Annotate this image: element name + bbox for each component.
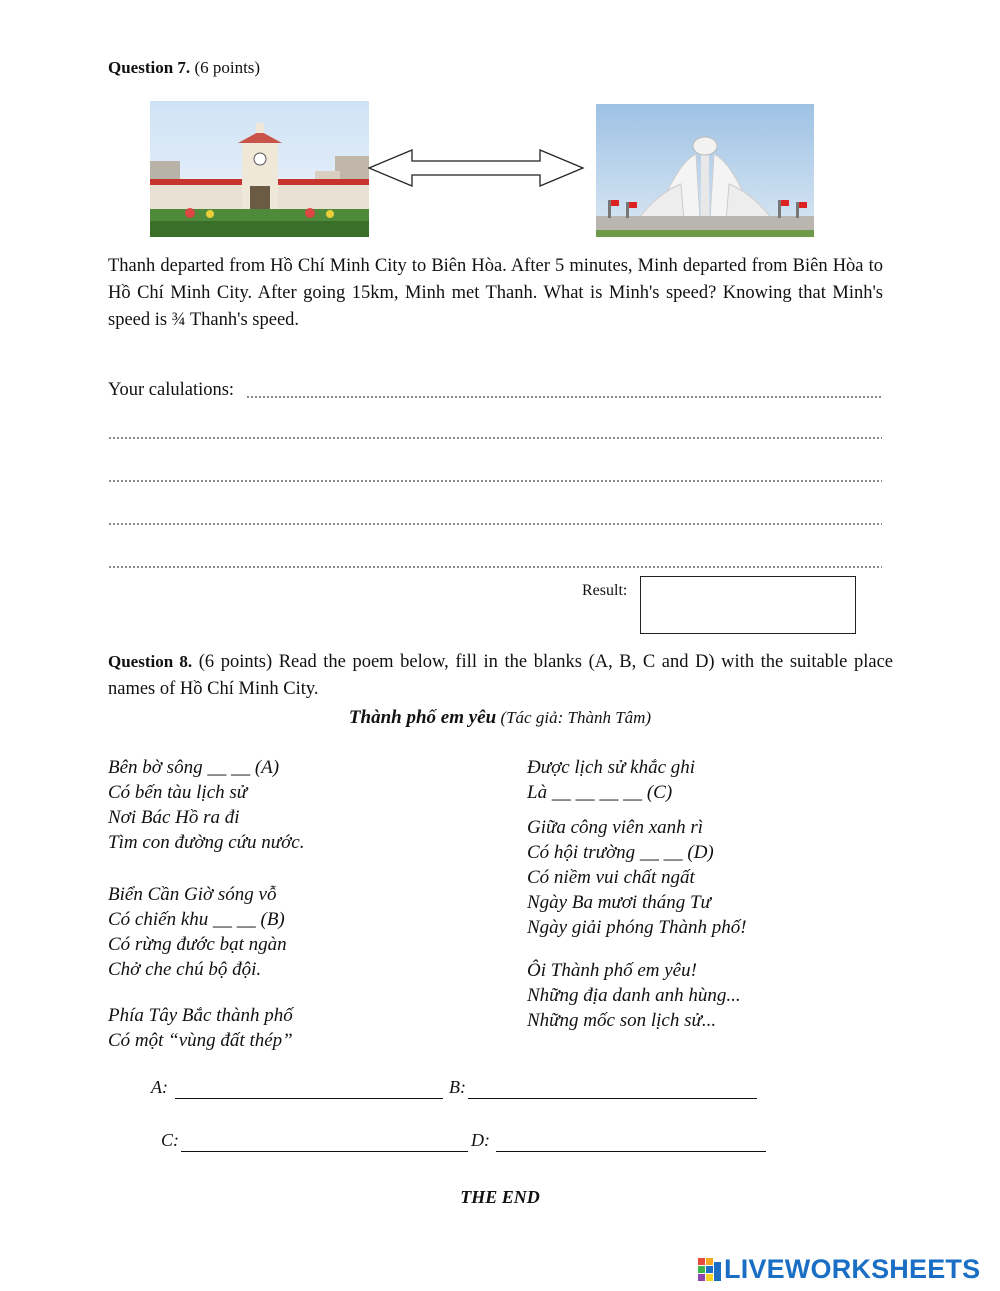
double-arrow-icon (367, 148, 585, 188)
poem-line: Ngày giải phóng Thành phố! (527, 917, 747, 938)
poem-line: Có niềm vui chất ngất (527, 867, 695, 888)
poem-line: Có một “vùng đất thép” (108, 1030, 293, 1051)
answer-d-label: D: (471, 1130, 490, 1150)
poem-line: Những địa danh anh hùng... (527, 985, 741, 1006)
answer-a-field[interactable] (175, 1098, 443, 1099)
poem-line: Những mốc son lịch sử... (527, 1010, 717, 1031)
poem-line: Là __ __ __ __ (C) (527, 782, 673, 803)
answer-b-label: B: (449, 1077, 466, 1097)
the-end-text: THE END (460, 1187, 540, 1207)
poem-line: Có hội trường __ __ (D) (527, 842, 714, 863)
question-7-heading: Question 7. (6 points) (108, 58, 261, 77)
liveworksheets-logo-text: LIVEWORKSHEETS (724, 1254, 981, 1284)
photo-bien-hoa-monument (596, 104, 814, 237)
calculation-line (246, 396, 882, 398)
question-8-heading: Question 8. (108, 652, 193, 671)
liveworksheets-logo-icon (698, 1258, 722, 1284)
poem-title: Thành phố em yêu (Tác giả: Thành Tâm) (348, 707, 652, 728)
answer-c-field[interactable] (181, 1151, 468, 1152)
answer-b-field[interactable] (468, 1098, 757, 1099)
poem-line: Nơi Bác Hồ ra đi (108, 807, 240, 828)
question-7-text: Thanh departed from Hồ Chí Minh City to Biên Hòa. After 5 minutes, Minh departed from Biên Hòa to Hồ Chí Minh City. After going 15km, Minh met Thanh. What is Minh's speed? Knowing that Minh's speed is ¾ Thanh's speed. (108, 256, 883, 330)
poem-line: Ôi Thành phố em yêu! (527, 960, 697, 981)
calculation-line (108, 523, 882, 525)
poem-line: Có rừng đước bạt ngàn (108, 934, 287, 955)
poem-line: Ngày Ba mươi tháng Tư (527, 892, 711, 913)
result-label: Result: (582, 582, 628, 599)
poem-line: Biển Cần Giờ sóng vỗ (108, 884, 277, 905)
answer-c-label: C: (161, 1130, 179, 1150)
poem-line: Tìm con đường cứu nước. (108, 832, 305, 853)
photo-ben-thanh-market (150, 101, 369, 237)
question-8-text: Question 8. (6 points) Read the poem below, fill in the blanks (A, B, C and D) with the suitable place names of Hồ Chí Minh City. (108, 652, 893, 699)
poem-line: Được lịch sử khắc ghi (527, 757, 696, 778)
poem-line: Phía Tây Bắc thành phố (108, 1005, 293, 1026)
calculation-line (108, 566, 882, 568)
result-input-box[interactable] (640, 576, 856, 634)
liveworksheets-logo (698, 1254, 994, 1286)
calculations-label: Your calulations: (108, 377, 236, 404)
answer-d-field[interactable] (496, 1151, 766, 1152)
poem-line: Giữa công viên xanh rì (527, 817, 704, 838)
answer-a-label: A: (151, 1077, 168, 1097)
calculation-line (108, 480, 882, 482)
poem-line: Bên bờ sông __ __ (A) (108, 757, 280, 778)
poem-line: Chở che chú bộ đội. (108, 959, 262, 980)
poem-line: Có bến tàu lịch sử (108, 782, 248, 803)
poem-line: Có chiến khu __ __ (B) (108, 909, 285, 930)
calculation-line (108, 437, 882, 439)
